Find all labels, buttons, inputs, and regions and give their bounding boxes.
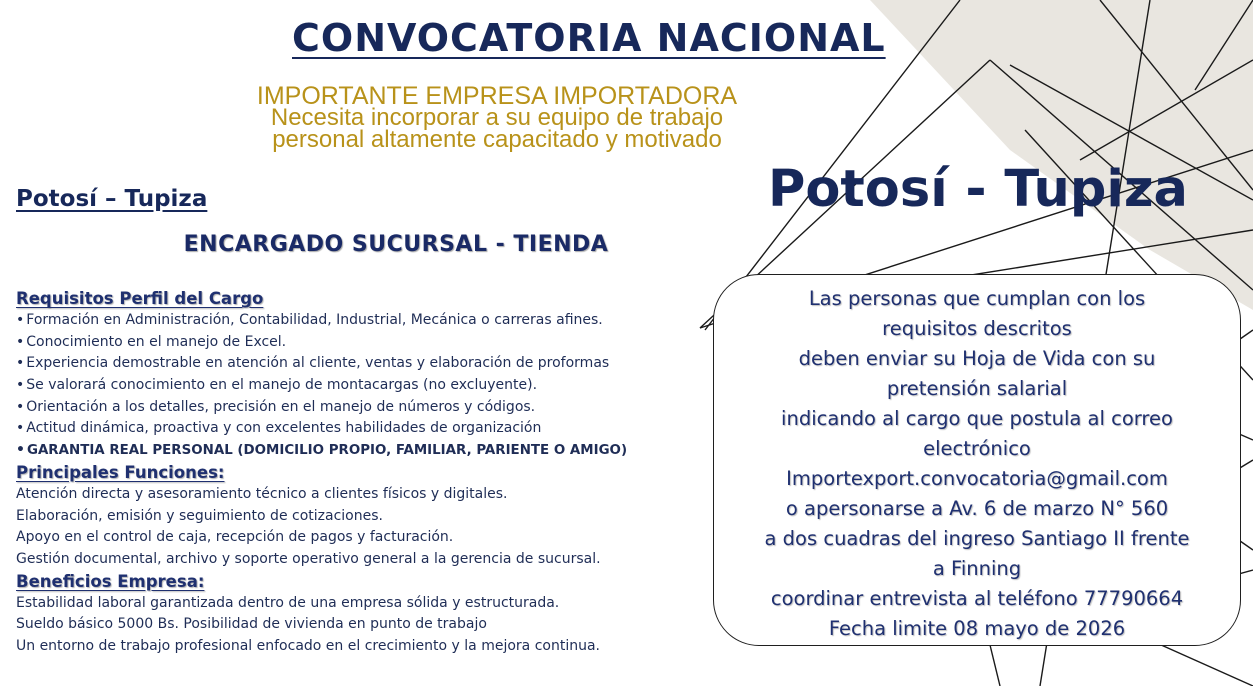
- contact-email: Importexport.convocatoria@gmail.com: [786, 467, 1168, 490]
- requirement-item: • Experiencia demostrable en atención al cliente, ventas y elaboración de proformas: [16, 355, 610, 372]
- company-line-3: personal altamente capacitado y motivado: [272, 126, 722, 153]
- application-line: a Finning: [932, 557, 1022, 580]
- requirement-item: • Conocimiento en el manejo de Excel.: [16, 333, 287, 350]
- requirements-heading: Requisitos Perfil del Cargo: [16, 289, 264, 308]
- bullet-icon: •: [16, 312, 25, 328]
- application-line: indicando al cargo que postula al correo: [781, 407, 1173, 430]
- contact-phone: coordinar entrevista al teléfono 77790664: [770, 587, 1184, 610]
- beige-corner-shape: [870, 0, 1253, 310]
- location-heading-left: Potosí – Tupiza: [16, 186, 208, 212]
- bullet-icon: •: [16, 355, 25, 372]
- application-line: pretensión salarial: [886, 377, 1068, 400]
- page-title: CONVOCATORIA NACIONAL: [292, 16, 886, 60]
- function-item: Elaboración, emisión y seguimiento de cotizaciones.: [16, 507, 383, 524]
- function-item: Atención directa y asesoramiento técnico a clientes físicos y digitales.: [16, 485, 508, 502]
- function-item: Apoyo en el control de caja, recepción de pagos y facturación.: [16, 529, 454, 546]
- location-heading-right: Potosí - Tupiza: [768, 160, 1188, 219]
- requirement-item-guarantee: • GARANTIA REAL PERSONAL (DOMICILIO PROPIO, FAMILIAR, PARIENTE O AMIGO): [16, 442, 628, 459]
- company-line-2: Necesita incorporar a su equipo de trabajo: [270, 104, 724, 131]
- requirement-item: • Formación en Administración, Contabilidad, Industrial, Mecánica o carreras afines.: [16, 312, 603, 328]
- application-deadline: Fecha limite 08 mayo de 2026: [828, 617, 1126, 640]
- function-item: Gestión documental, archivo y soporte operativo general a la gerencia de sucursal.: [16, 550, 601, 567]
- benefit-item: Sueldo básico 5000 Bs. Posibilidad de vivienda en punto de trabajo: [16, 616, 487, 633]
- benefits-heading: Beneficios Empresa:: [16, 571, 205, 591]
- contact-address: o apersonarse a Av. 6 de marzo N° 560: [785, 497, 1169, 520]
- bullet-icon: •: [16, 442, 25, 459]
- bullet-icon: •: [16, 333, 25, 350]
- requirement-item: • Se valorará conocimiento en el manejo de montacargas (no excluyente).: [16, 377, 538, 394]
- bullet-icon: •: [16, 377, 25, 394]
- benefit-item: Un entorno de trabajo profesional enfocado en el crecimiento y la mejora continua.: [16, 637, 600, 654]
- application-line: Las personas que cumplan con los: [808, 287, 1146, 310]
- application-line: deben enviar su Hoja de Vida con su: [798, 347, 1156, 370]
- job-title: ENCARGADO SUCURSAL - TIENDA: [183, 232, 609, 257]
- bullet-icon: •: [16, 420, 25, 437]
- application-line: a dos cuadras del ingreso Santiago II frente: [764, 527, 1190, 550]
- bullet-icon: •: [16, 398, 25, 415]
- company-announcement: [200, 82, 794, 153]
- benefit-item: Estabilidad laboral garantizada dentro de una empresa sólida y estructurada.: [16, 594, 560, 611]
- application-line: electrónico: [923, 437, 1031, 460]
- requirement-item: • Actitud dinámica, proactiva y con excelentes habilidades de organización: [16, 420, 542, 437]
- company-line-1: IMPORTANTE EMPRESA IMPORTADORA: [256, 82, 738, 110]
- application-info-box: [713, 274, 1241, 646]
- functions-heading: Principales Funciones:: [16, 462, 225, 482]
- job-details: [16, 288, 696, 658]
- application-line: requisitos descritos: [882, 317, 1072, 340]
- requirement-item: • Orientación a los detalles, precisión en el manejo de números y códigos.: [16, 398, 536, 415]
